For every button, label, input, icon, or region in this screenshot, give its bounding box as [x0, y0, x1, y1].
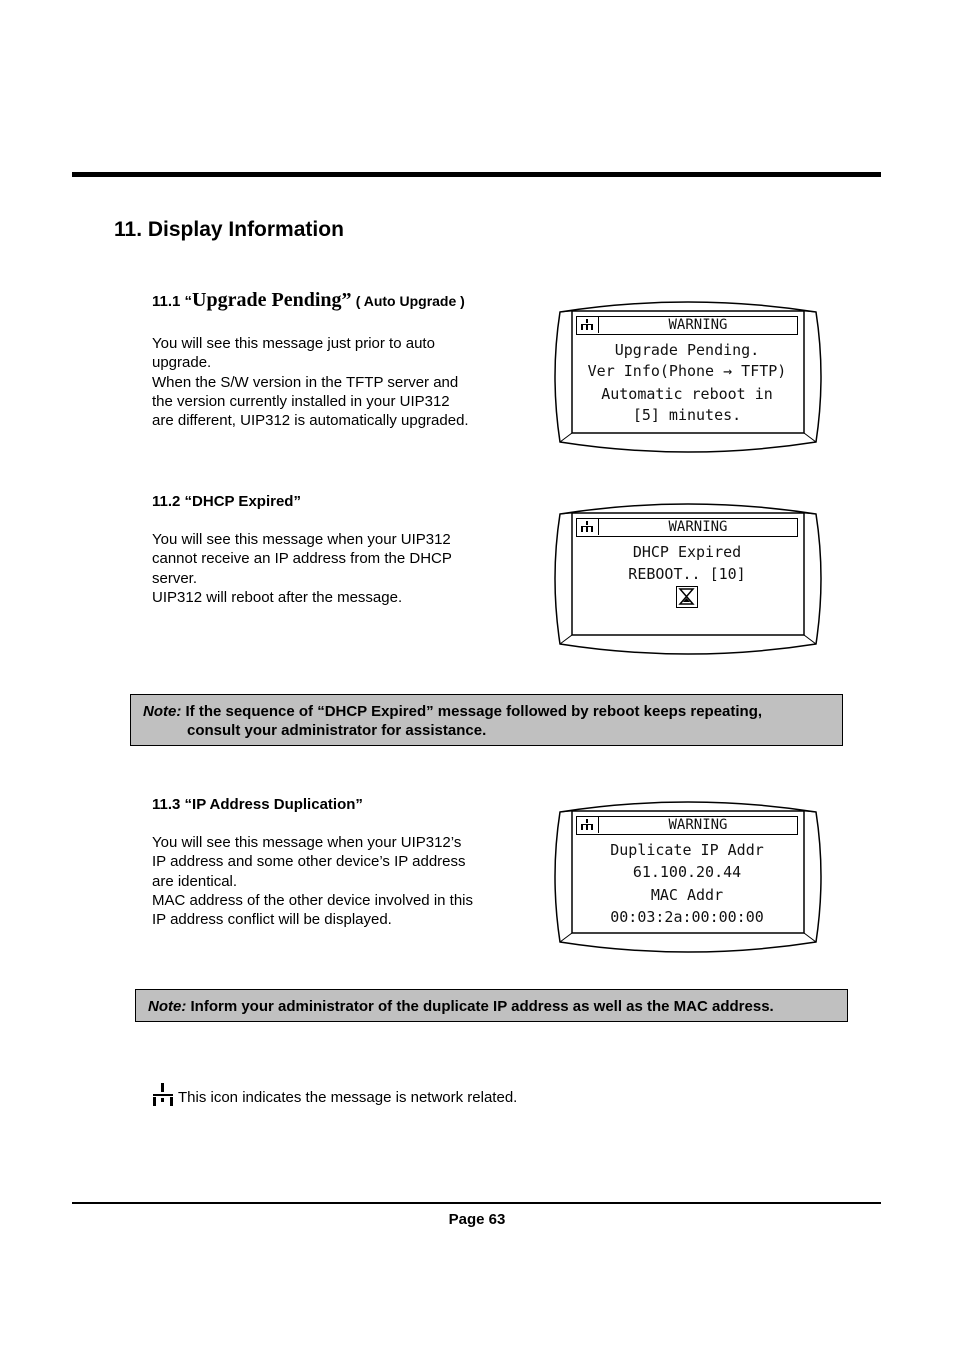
lcd-line: Ver Info(Phone → TFTP) [587, 362, 787, 380]
section-body-ip-duplication [152, 833, 522, 929]
body-line: server. [152, 569, 198, 587]
body-line: are different, UIP312 is automatically upgraded. [152, 412, 469, 430]
lcd-header-bar [576, 816, 798, 835]
lcd-line: MAC Addr [650, 886, 724, 904]
body-line: UIP312 will reboot after the message. [152, 588, 403, 606]
note-text: Inform your administrator of the duplicate IP address as well as the MAC address. [190, 998, 774, 1015]
network-icon [577, 519, 599, 535]
section-body-upgrade-pending [152, 334, 522, 430]
network-icon-legend [150, 1082, 517, 1108]
note-text: If the sequence of “DHCP Expired” message followed by reboot keeps repeating, [185, 703, 763, 720]
lcd-line: REBOOT.. [10] [628, 565, 746, 583]
note-text-continued: consult your administrator for assistance. [187, 722, 487, 739]
lcd-line: Automatic reboot in [601, 385, 773, 403]
lcd-display-dhcp-expired [554, 500, 822, 656]
lcd-header-bar [576, 518, 798, 537]
note-dhcp-repeat [130, 694, 843, 746]
network-icon [577, 817, 599, 833]
body-line: are identical. [152, 872, 238, 890]
bottom-rule [72, 1202, 881, 1204]
body-line: When the S/W version in the TFTP server and [152, 373, 459, 391]
lcd-screen [572, 513, 802, 633]
body-line: You will see this message just prior to auto [152, 335, 435, 352]
lcd-header-text: WARNING [668, 817, 728, 833]
network-icon [577, 317, 599, 333]
body-line: You will see this message when your UIP312 [152, 531, 451, 548]
section-heading-ip-duplication: 11.3 “IP Address Duplication” [152, 796, 363, 813]
lcd-line: Upgrade Pending. [614, 341, 760, 359]
lcd-header-text: WARNING [668, 317, 728, 333]
body-line: upgrade. [152, 354, 212, 372]
hourglass-icon [676, 586, 698, 608]
lcd-line: DHCP Expired [632, 543, 742, 561]
note-label: Note: [143, 703, 182, 720]
section-body-dhcp-expired [152, 530, 522, 607]
body-line: the version currently installed in your UIP312 [152, 392, 450, 410]
lcd-line: Duplicate IP Addr [610, 841, 764, 859]
lcd-line: 00:03:2a:00:00:00 [610, 908, 764, 926]
body-line: You will see this message when your UIP312’s [152, 834, 462, 851]
quote-open: “ [184, 293, 193, 310]
lcd-line: [5] minutes. [632, 406, 742, 424]
body-line: MAC address of the other device involved in this [152, 891, 473, 909]
section-heading-dhcp-expired: 11.2 “DHCP Expired” [152, 493, 301, 510]
note-duplicate-ip [135, 989, 848, 1022]
note-label: Note: [148, 998, 187, 1015]
page-title: 11. Display Information [114, 218, 344, 241]
page-number: Page 63 [448, 1211, 506, 1228]
section-title: Upgrade Pending” [192, 289, 352, 311]
lcd-header-bar [576, 316, 798, 335]
body-line: IP address and some other device’s IP address [152, 853, 466, 871]
legend-text: This icon indicates the message is network related. [178, 1089, 518, 1106]
lcd-header-text: WARNING [668, 519, 728, 535]
lcd-display-upgrade-pending [554, 298, 822, 454]
section-number: 11.1 [152, 293, 181, 310]
lcd-display-ip-duplication [554, 798, 822, 954]
body-line: cannot receive an IP address from the DHCP [152, 550, 452, 568]
lcd-line: 61.100.20.44 [632, 863, 742, 881]
section-heading-upgrade-pending [152, 289, 465, 312]
section-subtitle: ( Auto Upgrade ) [355, 293, 465, 309]
lcd-screen [572, 811, 802, 931]
lcd-screen [572, 311, 802, 431]
body-line: IP address conflict will be displayed. [152, 911, 392, 929]
network-icon [150, 1082, 176, 1108]
top-rule [72, 172, 881, 177]
